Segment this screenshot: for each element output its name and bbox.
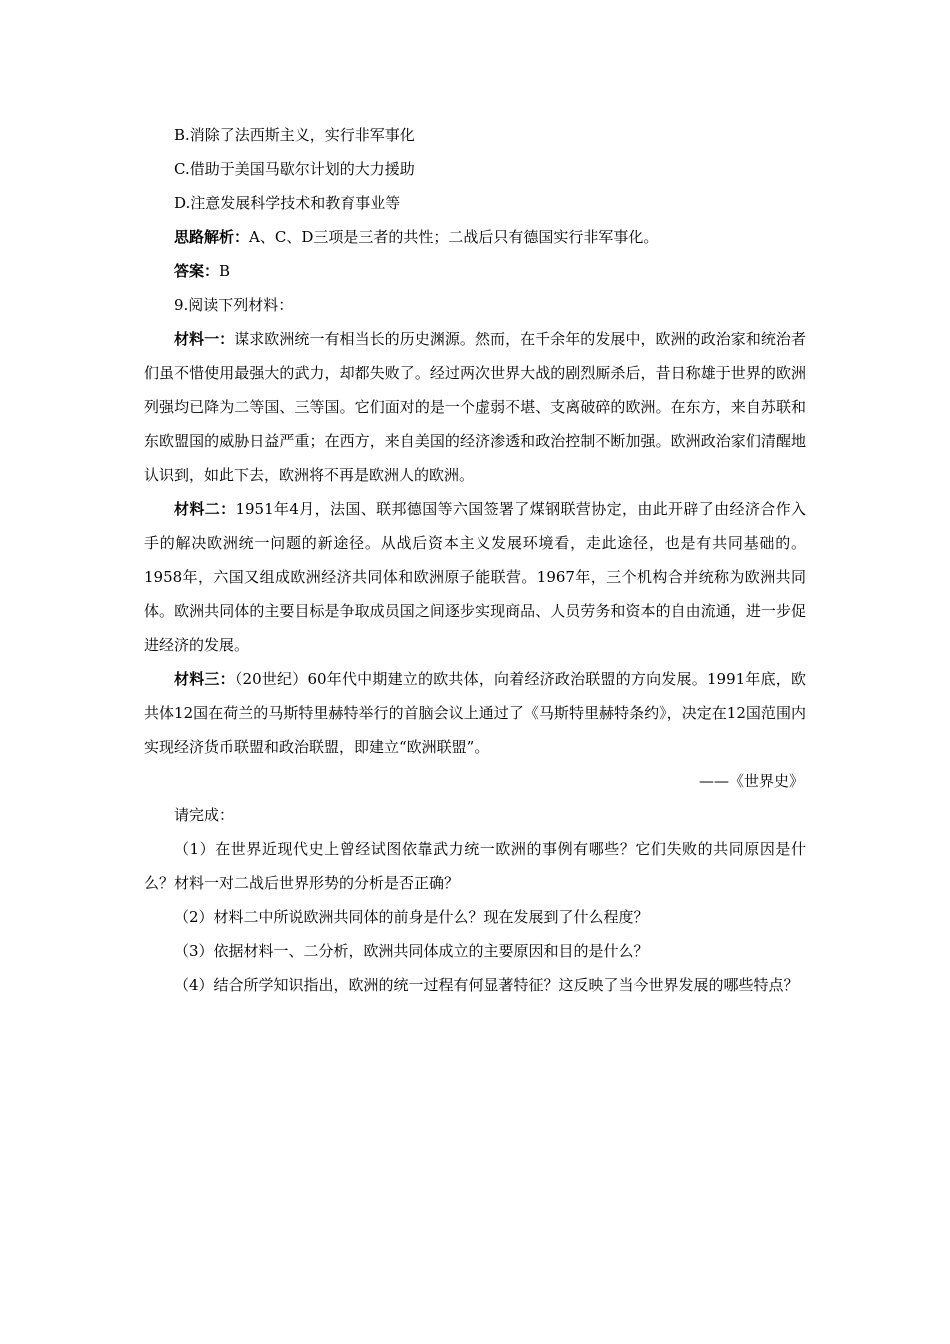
sub-question-2: （2）材料二中所说欧洲共同体的前身是什么？现在发展到了什么程度？: [174, 908, 649, 926]
material-2-text: 1951年4月，法国、联邦德国等六国签署了煤钢联营协定，由此开辟了由经济合作入手的解决欧洲统一问题的新途径。从战后资本主义发展环境看，走此途径，也是有共同基础的。1958年，六国又组成欧洲经济共同体和欧洲原子能联营。1967年，三个机构合并统称为欧洲共同体。欧洲共同体的主要目标是争取成员国之间逐步实现商品、人员劳务和资本的自由流通，进一步促进经济的发展。: [144, 500, 806, 654]
material-1: [144, 322, 806, 492]
analysis-label: 思路解析：: [174, 228, 250, 246]
option-d: D.注意发展科学技术和教育事业等: [174, 194, 401, 212]
option-b: B.消除了法西斯主义，实行非军事化: [174, 126, 415, 144]
material-3: [144, 662, 806, 764]
material-2-label: 材料二：: [174, 500, 236, 518]
material-source: ——《世界史》: [698, 772, 804, 790]
answer-text: B: [219, 262, 231, 280]
material-1-text: 谋求欧洲统一有相当长的历史渊源。然而，在千余年的发展中，欧洲的政治家和统治者们虽不惜使用最强大的武力，却都失败了。经过两次世界大战的剧烈厮杀后，昔日称雄于世界的欧洲列强均已降为二等国、三等国。它们面对的是一个虚弱不堪、支离破碎的欧洲。在东方，来自苏联和东欧盟国的威胁日益严重；在西方，来自美国的经济渗透和政治控制不断加强。欧洲政治家们清醒地认识到，如此下去，欧洲将不再是欧洲人的欧洲。: [144, 330, 806, 484]
document-content: [144, 118, 806, 1002]
material-1-label: 材料一：: [174, 330, 235, 348]
sub-question-1: （1）在世界近现代史上曾经试图依靠武力统一欧洲的事例有哪些？它们失败的共同原因是什么？材料一对二战后世界形势的分析是否正确？: [144, 840, 806, 892]
analysis-text: A、C、D三项是三者的共性；二战后只有德国实行非军事化。: [249, 228, 659, 246]
sub-question-4: （4）结合所学知识指出，欧洲的统一过程有何显著特征？这反映了当今世界发展的哪些特点？: [174, 976, 799, 994]
prompt: 请完成：: [174, 806, 235, 824]
sub-question-3: （3）依据材料一、二分析，欧洲共同体成立的主要原因和目的是什么？: [174, 942, 649, 960]
analysis: [144, 220, 806, 254]
answer: [144, 254, 806, 288]
material-2: [144, 492, 806, 662]
option-c: C.借助于美国马歇尔计划的大力援助: [174, 160, 415, 178]
material-3-label: 材料三：: [174, 670, 235, 688]
answer-label: 答案：: [174, 262, 220, 280]
question-9-title: 9.阅读下列材料：: [174, 296, 294, 314]
material-3-text: （20世纪）60年代中期建立的欧共体，向着经济政治联盟的方向发展。1991年底，欧共体12国在荷兰的马斯特里赫特举行的首脑会议上通过了《马斯特里赫特条约》，决定在12国范围内实现经济货币联盟和政治联盟，即建立“欧洲联盟”。: [144, 670, 806, 756]
